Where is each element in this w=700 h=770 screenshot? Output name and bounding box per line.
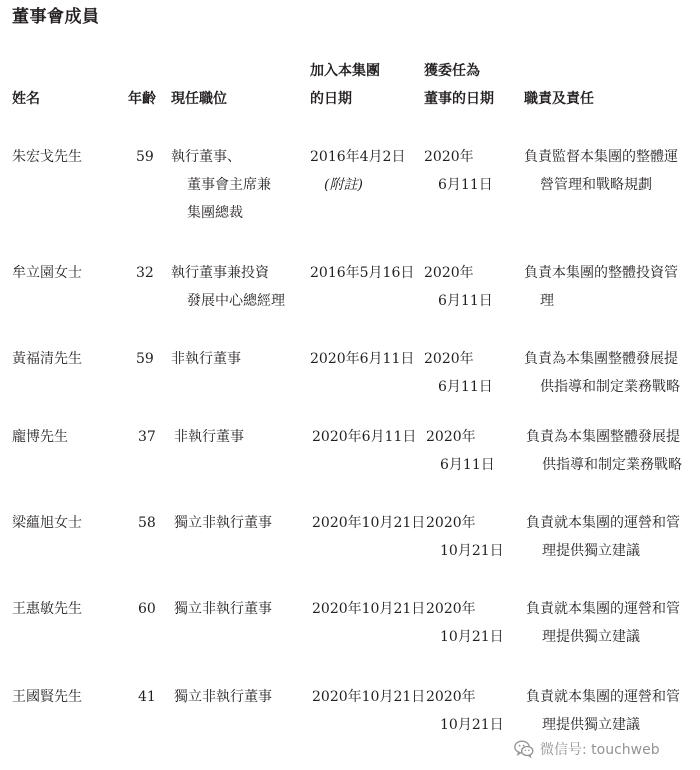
- wechat-icon: [514, 740, 534, 758]
- join-date: 2020年10月21日: [312, 601, 426, 617]
- join-date: 2020年10月21日: [312, 515, 426, 531]
- director-name: 朱宏戈先生: [12, 149, 82, 165]
- duties-line: 負責就本集團的運營和管: [526, 601, 680, 617]
- appoint-date-year: 2020年: [426, 429, 476, 445]
- appoint-date-year: 2020年: [424, 351, 474, 367]
- appoint-date-day: 10月21日: [440, 629, 504, 645]
- position-line: 獨立非執行董事: [174, 689, 272, 705]
- director-age: 41: [138, 689, 156, 705]
- director-age: 32: [136, 265, 154, 281]
- duties-line: 供指導和制定業務戰略: [542, 457, 682, 473]
- position-line: 執行董事兼投資: [171, 265, 269, 281]
- join-date-note: (附註): [324, 177, 363, 193]
- watermark-text: 微信号: touchweb: [540, 742, 660, 758]
- director-name: 龐博先生: [12, 429, 68, 445]
- duties-line: 營管理和戰略規劃: [540, 177, 652, 193]
- duties-line: 理: [540, 293, 554, 309]
- appoint-date-day: 10月21日: [440, 717, 504, 733]
- header-join-date-line1: 加入本集團: [310, 63, 380, 79]
- duties-line: 負責為本集團整體發展提: [526, 429, 680, 445]
- duties-line: 理提供獨立建議: [542, 629, 640, 645]
- header-duties: 職責及責任: [524, 91, 594, 107]
- appoint-date-year: 2020年: [426, 601, 476, 617]
- duties-line: 負責為本集團整體發展提: [524, 351, 678, 367]
- director-age: 60: [138, 601, 156, 617]
- appoint-date-day: 6月11日: [440, 457, 495, 473]
- duties-line: 供指導和制定業務戰略: [540, 379, 680, 395]
- header-appoint-date-line2: 董事的日期: [424, 91, 494, 107]
- header-appoint-date-line1: 獲委任為: [424, 63, 480, 79]
- duties-line: 負責就本集團的運營和管: [526, 515, 680, 531]
- header-name: 姓名: [12, 91, 40, 107]
- appoint-date-year: 2020年: [426, 515, 476, 531]
- duties-line: 理提供獨立建議: [542, 543, 640, 559]
- section-title: 董事會成員: [12, 7, 100, 27]
- join-date: 2016年5月16日: [310, 265, 415, 281]
- position-line: 非執行董事: [174, 429, 244, 445]
- appoint-date-day: 6月11日: [438, 177, 493, 193]
- director-name: 王惠敏先生: [12, 601, 82, 617]
- appoint-date-day: 6月11日: [438, 379, 493, 395]
- director-age: 37: [138, 429, 156, 445]
- position-line: 集團總裁: [187, 205, 243, 221]
- join-date: 2020年10月21日: [312, 689, 426, 705]
- duties-line: 負責本集團的整體投資管: [524, 265, 678, 281]
- duties-line: 負責監督本集團的整體運: [524, 149, 678, 165]
- header-join-date-line2: 的日期: [310, 91, 352, 107]
- director-name: 王國賢先生: [12, 689, 82, 705]
- appoint-date-day: 6月11日: [438, 293, 493, 309]
- position-line: 發展中心總經理: [187, 293, 285, 309]
- header-age: 年齡: [128, 91, 156, 107]
- position-line: 執行董事、: [171, 149, 241, 165]
- director-age: 59: [136, 351, 154, 367]
- appoint-date-day: 10月21日: [440, 543, 504, 559]
- position-line: 非執行董事: [171, 351, 241, 367]
- director-age: 59: [136, 149, 154, 165]
- join-date: 2016年4月2日: [310, 149, 406, 165]
- appoint-date-year: 2020年: [426, 689, 476, 705]
- join-date: 2020年6月11日: [310, 351, 415, 367]
- director-name: 牟立園女士: [12, 265, 82, 281]
- appoint-date-year: 2020年: [424, 149, 474, 165]
- director-age: 58: [138, 515, 156, 531]
- position-line: 獨立非執行董事: [174, 601, 272, 617]
- duties-line: 負責就本集團的運營和管: [526, 689, 680, 705]
- director-name: 黃福清先生: [12, 351, 82, 367]
- join-date: 2020年6月11日: [312, 429, 417, 445]
- position-line: 董事會主席兼: [187, 177, 271, 193]
- header-position: 現任職位: [171, 91, 227, 107]
- watermark: [514, 736, 660, 762]
- duties-line: 理提供獨立建議: [542, 717, 640, 733]
- appoint-date-year: 2020年: [424, 265, 474, 281]
- position-line: 獨立非執行董事: [174, 515, 272, 531]
- director-name: 梁蘊旭女士: [12, 515, 82, 531]
